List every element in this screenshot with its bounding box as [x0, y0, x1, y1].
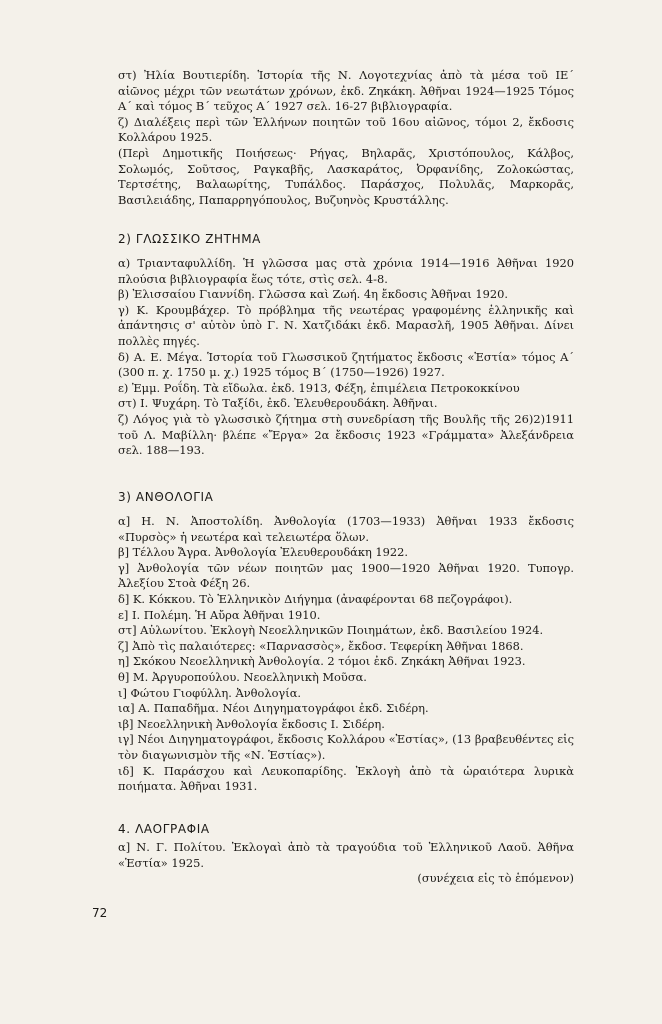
list-item: α] Ν. Γ. Πολίτου. Ἐκλογαὶ ἀπὸ τὰ τραγούδια τοῦ Ἑλληνικοῦ Λαοῦ. Ἀθῆνα «Ἑστία» 1925.: [118, 840, 574, 870]
page-number: 72: [92, 906, 108, 920]
list-item: γ] Ἀνθολογία τῶν νέων ποιητῶν μας 1900—1920 Ἀθῆναι 1920. Τυπογρ. Ἀλεξίου Στοὰ Φέξη 26.: [118, 560, 574, 591]
list-item: β] Τέλλου Ἄγρα. Ἀνθολογία Ἐλευθερουδάκη 1922.: [118, 545, 409, 560]
list-item: ιγ] Νέοι Διηγηματογράφοι, ἔκδοσις Κολλάρου «Ἑστίας», (13 βραβευθέντες εἰς τὸν διαγωνισμὸν τῆς «Ν. Ἑστίας»).: [118, 732, 574, 762]
list-item: α) Τριανταφυλλίδη. Ἡ γλῶσσα μας στὰ χρόνια 1914—1916 Ἀθῆναι 1920 πλούσια βιβλιογραφία ἕως τότε, στὶς σελ. 4-8.: [118, 256, 574, 286]
list-item: ε] Ι. Πολέμη. Ἡ Αὔρα Ἀθῆναι 1910.: [118, 607, 321, 622]
list-item: στ] Αὐλωνίτου. Ἐκλογὴ Νεοελληνικῶν Ποιημάτων, ἐκδ. Βασιλείου 1924.: [118, 623, 544, 638]
list-item: (Περὶ Δημοτικῆς Ποιήσεως· Ρήγας, Βηλαρᾶς, Χριστόπουλος, Κάλβος, Σολωμός, Σοῦτσος, Ραγκαβῆς, Λασκαράτος, Ὀρφανίδης, Ζολοκώστας, Τερτσέτης, Βαλαωρίτης, Τυπάλδος. Παράσχος, Πολυλᾶς, Μαρκορᾶς, Βασιλειάδης, Παπαρρηγόπουλος, Βυζυηνὸς Κρυστάλλης.: [118, 145, 574, 207]
list-item: η] Σκόκου Νεοελληνικὴ Ἀνθολογία. 2 τόμοι ἐκδ. Ζηκάκη Ἀθῆναι 1923.: [118, 654, 526, 669]
list-item: ε) Ἐμμ. Ροΐδη. Τὰ εἴδωλα. ἐκδ. 1913, Φέξη, ἐπιμέλεια Πετροκοκκίνου: [118, 380, 520, 395]
list-item: στ) Ἠλία Βουτιερίδη. Ἱστορία τῆς Ν. Λογοτεχνίας ἀπὸ τὰ μέσα τοῦ ΙΕ΄ αἰῶνος μέχρι τῶν νεωτάτων χρόνων, ἐκδ. Ζηκάκη. Ἀθῆναι 1924—1925 Τόμος Α΄ καὶ τόμος Β΄ τεῦχος Α΄ 1927 σελ. 16-27 βιβλιογραφία.: [118, 68, 574, 114]
section-heading-anthology: 3) ΑΝΘΟΛΟΓΙΑ: [118, 490, 214, 504]
section-3-list: [118, 514, 574, 795]
list-item: γ) Κ. Κρουμβάχερ. Τὸ πρόβλημα τῆς νεωτέρας γραφομένης ἑλληνικῆς καὶ ἀπάντησις σ' αὐτὸν ὑπὸ Γ. Ν. Χατζιδάκι ἐκδ. Μαρασλῆ, 1905 Ἀθῆναι. Δίνει πολλὲς πηγές.: [118, 302, 574, 348]
list-item: δ] Κ. Κόκκου. Τὸ Ἑλληνικὸν Διήγημα (ἀναφέρονται 68 πεζογράφοι).: [118, 591, 513, 606]
list-item: δ) Α. Ε. Μέγα. Ἱστορία τοῦ Γλωσσικοῦ ζητήματος ἔκδοσις «Ἑστία» τόμος Α΄ (300 π. χ. 1750 μ. χ.) 1925 τόμος Β΄ (1750—1926) 1927.: [118, 349, 574, 380]
section-2-list: [118, 256, 574, 459]
list-item: θ] Μ. Ἀργυροπούλου. Νεοελληνικὴ Μοῦσα.: [118, 669, 367, 684]
list-item: β) Ἐλισσαίου Γιαννίδη. Γλῶσσα καὶ Ζωή. 4η ἔκδοσις Ἀθῆναι 1920.: [118, 287, 509, 302]
list-item: ι] Φώτου Γιοφύλλη. Ἀνθολογία.: [118, 685, 302, 700]
list-item: στ) Ι. Ψυχάρη. Τὸ Ταξίδι, ἐκδ. Ἐλευθερουδάκη. Ἀθῆναι.: [118, 396, 438, 411]
list-item: ζ] Ἀπὸ τὶς παλαιότερες: «Παρνασσὸς», ἔκδοσ. Τεφερίκη Ἀθῆναι 1868.: [118, 638, 524, 653]
continued-note: (συνέχεια εἰς τὸ ἑπόμενον): [417, 871, 574, 886]
list-item: ιδ] Κ. Παράσχου καὶ Λευκοπαρίδης. Ἐκλογὴ ἀπὸ τὰ ὡραιότερα λυρικὰ ποιήματα. Ἀθῆναι 1931.: [118, 763, 574, 794]
section-heading-language: 2) ΓΛΩΣΣΙΚΟ ΖΗΤΗΜΑ: [118, 232, 261, 246]
list-item: ια] Α. Παπαδῆμα. Νέοι Διηγηματογράφοι ἐκδ. Σιδέρη.: [118, 701, 429, 716]
list-item: ζ) Λόγος γιὰ τὸ γλωσσικὸ ζήτημα στὴ συνεδρίαση τῆς Βουλῆς τῆς 26)2)1911 τοῦ Λ. Μαβίλλη· βλέπε «Ἔργα» 2α ἔκδοσις 1923 «Γράμματα» Ἀλεξάνδρεια σελ. 188—193.: [118, 411, 574, 458]
section-4-list: [118, 840, 574, 887]
section-heading-folklore: 4. ΛΑΟΓΡΑΦΙΑ: [118, 822, 210, 836]
list-item: ιβ] Νεοελληνικὴ Ἀνθολογία ἔκδοσις Ι. Σιδέρη.: [118, 716, 385, 731]
section-1-list: [118, 68, 574, 208]
list-item: α] Η. Ν. Ἀποστολίδη. Ἀνθολογία (1703—1933) Ἀθῆναι 1933 ἔκδοσις «Πυρσὸς» ἡ νεωτέρα καὶ τελειωτέρα ὅλων.: [118, 514, 574, 544]
list-item: ζ) Διαλέξεις περὶ τῶν Ἑλλήνων ποιητῶν τοῦ 16ου αἰῶνος, τόμοι 2, ἔκδοσις Κολλάρου 1925.: [118, 114, 574, 145]
